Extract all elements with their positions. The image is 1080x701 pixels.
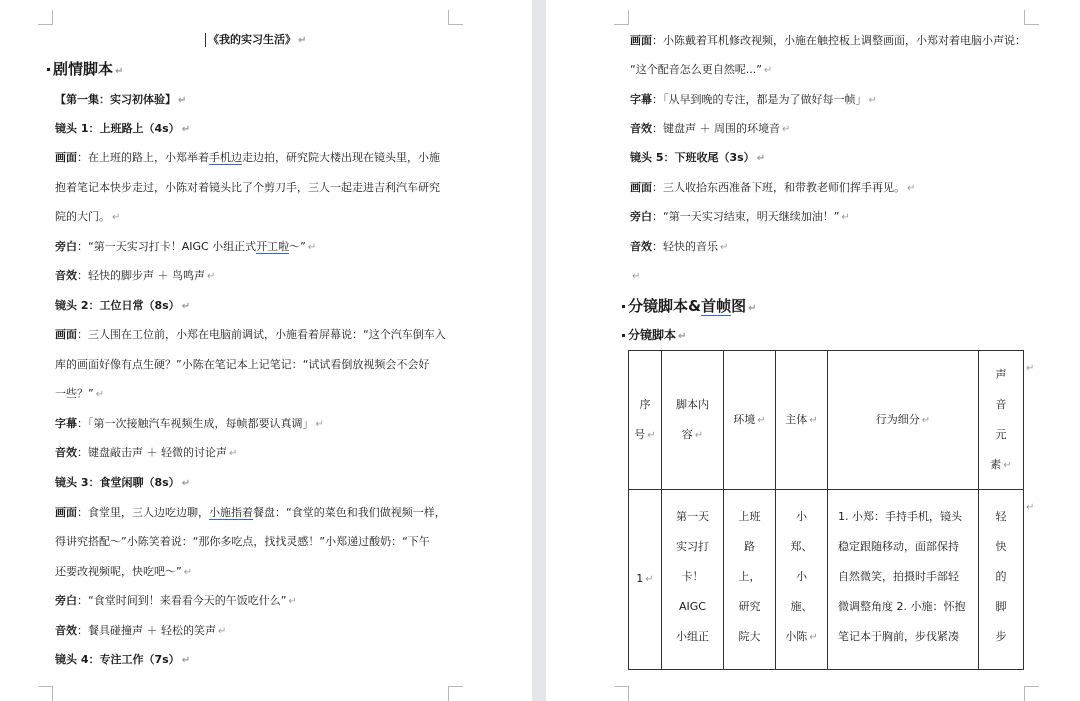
storyboard-table xyxy=(628,350,1024,670)
table-cell[interactable]: 第一天 实习打 卡！ AIGC 小组正 xyxy=(662,490,724,670)
table-row xyxy=(629,490,1024,670)
shot-1-scene-line[interactable]: 院的大门。 ↵ xyxy=(55,210,121,223)
shot-2-heading[interactable]: 镜头 2：工位日常（8s） ↵ xyxy=(55,299,191,312)
shot-5-sound[interactable]: 音效：轻快的音乐 ↵ xyxy=(630,240,729,253)
shot-2-scene-line[interactable]: 库的画面好像有点生硬？”小陈在笔记本上记笔记：“试试看倒放视频会不会好 xyxy=(55,358,430,371)
shot-5-scene[interactable]: 画面：三人收拾东西准备下班，和带教老师们挥手再见。 ↵ xyxy=(630,181,916,194)
page-corner-mark xyxy=(1024,686,1039,701)
page-gap xyxy=(532,0,546,701)
doc-title[interactable]: 《我的实习生活》 ↵ xyxy=(205,33,306,48)
spellcheck-underline: 小施指着 xyxy=(209,506,253,519)
page-corner-mark xyxy=(38,686,53,701)
page-corner-mark xyxy=(448,10,463,25)
shot-1-voiceover[interactable]: 旁白：“第一天实习打卡！AIGC 小组正式开工啦～” ↵ xyxy=(55,240,317,253)
shot-5-heading[interactable]: 镜头 5：下班收尾（3s） ↵ xyxy=(630,151,766,164)
table-cell[interactable]: 上班 路 上， 研究 院大 xyxy=(724,490,776,670)
shot-1-sound[interactable]: 音效：轻快的脚步声 ＋ 鸟鸣声 ↵ xyxy=(55,269,216,282)
table-header-cell[interactable]: 主体 ↵ xyxy=(776,351,828,490)
shot-2-scene-line[interactable]: 画面：三人围在工位前，小郑在电脑前调试，小施看着屏幕说：“这个汽车倒车入 xyxy=(55,328,446,341)
episode-heading[interactable]: 【第一集：实习初体验】 ↵ xyxy=(55,93,187,106)
shot-3-heading[interactable]: 镜头 3：食堂闲聊（8s） ↵ xyxy=(55,476,191,489)
shot-2-scene-line[interactable]: 一些？” ↵ xyxy=(55,387,105,400)
shot-4-sound[interactable]: 音效：键盘声 ＋ 周围的环境音 ↵ xyxy=(630,122,791,135)
shot-2-subtitle[interactable]: 字幕：「第一次接触汽车视频生成，每帧都要认真调」 ↵ xyxy=(55,417,324,430)
text-cursor xyxy=(205,33,206,47)
page-corner-mark xyxy=(614,10,629,25)
table-cell[interactable]: 小 郑、 小 施、 小陈 ↵ xyxy=(776,490,828,670)
page-corner-mark xyxy=(448,686,463,701)
page-corner-mark xyxy=(614,686,629,701)
document-page-left xyxy=(0,0,532,701)
table-cell[interactable]: 1 ↵ xyxy=(629,490,662,670)
shot-4-subtitle[interactable]: 字幕：「从早到晚的专注，都是为了做好每一帧」 ↵ xyxy=(630,93,877,106)
spellcheck-underline: 首帧 xyxy=(701,297,732,315)
paragraph-mark: ↵ xyxy=(298,35,307,46)
table-header-cell[interactable]: 脚本内 容 ↵ xyxy=(662,351,724,490)
subheading-storyboard[interactable]: 分镜脚本 ↵ xyxy=(622,328,686,344)
bullet-icon xyxy=(47,68,50,71)
table-header-cell[interactable]: 行为细分 ↵ xyxy=(828,351,979,490)
shot-1-heading[interactable]: 镜头 1：上班路上（4s） ↵ xyxy=(55,122,191,135)
heading-storyboard[interactable]: 分镜脚本&首帧图 ↵ xyxy=(622,297,757,318)
row-end-mark: ↵ xyxy=(1026,363,1035,374)
shot-3-scene-line[interactable]: 还要改视频呢，快吃吧～” ↵ xyxy=(55,565,193,578)
shot-1-scene-line[interactable]: 抱着笔记本快步走过，小陈对着镜头比了个剪刀手，三人一起走进吉利汽车研究 xyxy=(55,181,440,194)
table-header-row xyxy=(629,351,1024,490)
page-corner-mark xyxy=(38,10,53,25)
shot-1-scene-line[interactable]: 画面：在上班的路上，小郑举着手机边走边拍，研究院大楼出现在镜头里，小施 xyxy=(55,151,440,164)
shot-3-scene-line[interactable]: 得讲究搭配～”小陈笑着说：“那你多吃点，找找灵感！”小郑递过酸奶：“下午 xyxy=(55,535,430,548)
shot-3-sound[interactable]: 音效：餐具碰撞声 ＋ 轻松的笑声 ↵ xyxy=(55,624,227,637)
row-end-mark: ↵ xyxy=(1026,502,1035,513)
shot-3-voiceover[interactable]: 旁白：“食堂时间到！来看看今天的午饭吃什么” ↵ xyxy=(55,594,297,607)
shot-4-scene-line[interactable]: “这个配音怎么更自然呢...” ↵ xyxy=(630,63,773,76)
bullet-icon xyxy=(622,334,625,337)
spellcheck-underline: 手机边 xyxy=(209,151,242,164)
bullet-icon xyxy=(622,305,625,308)
shot-4-heading[interactable]: 镜头 4：专注工作（7s） ↵ xyxy=(55,653,191,666)
heading-script[interactable]: 剧情脚本 ↵ xyxy=(47,60,123,81)
table-cell[interactable]: 轻 快 的 脚 步 xyxy=(979,490,1024,670)
table-cell[interactable]: 1. 小郑：手持手机，镜头 稳定跟随移动，面部保持 自然微笑，拍摄时手部轻 微调整角度 2. 小施：怀抱 笔记本于胸前，步伐紧凑 xyxy=(828,490,979,670)
table-header-cell[interactable]: 序 号 ↵ xyxy=(629,351,662,490)
page-corner-mark xyxy=(1024,10,1039,25)
table-header-cell[interactable]: 环境 ↵ xyxy=(724,351,776,490)
shot-2-sound[interactable]: 音效：键盘敲击声 ＋ 轻微的讨论声 ↵ xyxy=(55,446,238,459)
spellcheck-underline: 开工啦 xyxy=(256,240,290,253)
table-header-cell[interactable]: 声 音 元 素 ↵ xyxy=(979,351,1024,490)
shot-4-scene-line[interactable]: 画面：小陈戴着耳机修改视频，小施在触控板上调整画面，小郑对着电脑小声说： xyxy=(630,34,1026,47)
empty-paragraph[interactable]: ↵ xyxy=(632,271,641,282)
shot-5-voiceover[interactable]: 旁白：“第一天实习结束，明天继续加油！” ↵ xyxy=(630,210,850,223)
shot-3-scene-line[interactable]: 画面：食堂里，三人边吃边聊，小施指着餐盘：“食堂的菜色和我们做视频一样， xyxy=(55,506,446,519)
